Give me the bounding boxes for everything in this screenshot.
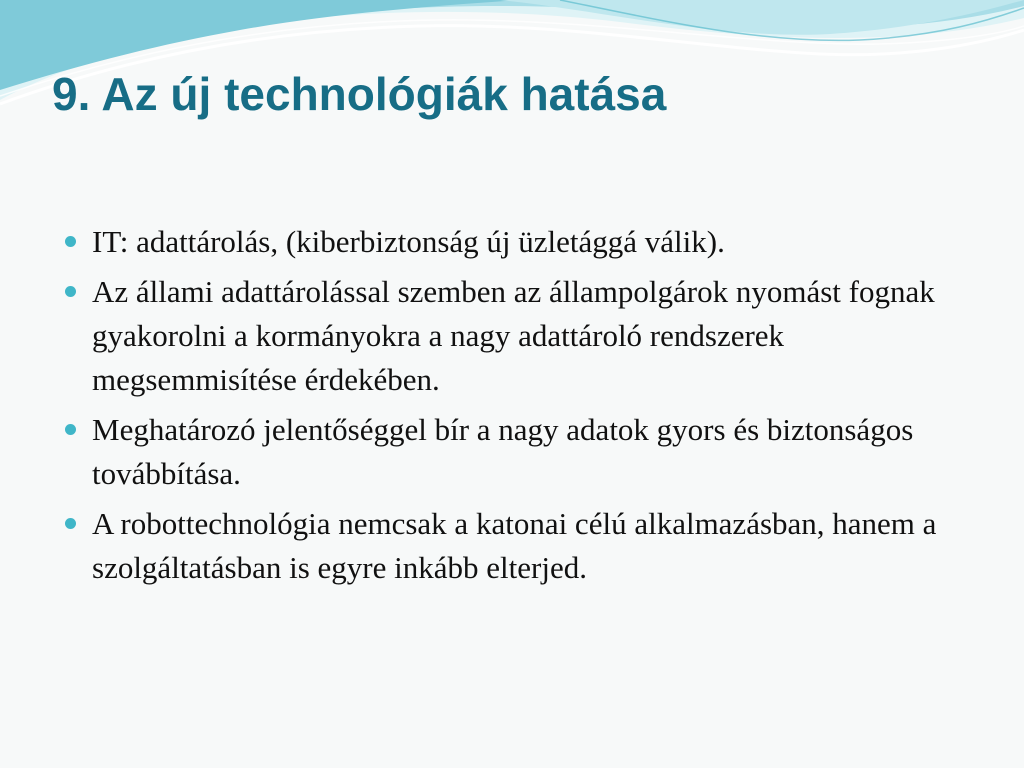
list-item <box>64 220 964 264</box>
list-item <box>64 502 964 590</box>
bullet-text: Az állami adattárolással szemben az állampolgárok nyomást fognak gyakorolni a kormányokra a nagy adattároló rendszerek megsemmisítése érdekében. <box>92 274 935 397</box>
bullet-dot-icon <box>65 286 76 297</box>
bullet-dot-icon <box>65 236 76 247</box>
bullet-dot-icon <box>65 518 76 529</box>
bullet-text: Meghatározó jelentőséggel bír a nagy adatok gyors és biztonságos továbbítása. <box>92 412 914 491</box>
bullet-list <box>64 220 964 596</box>
bullet-text: A robottechnológia nemcsak a katonai célú alkalmazásban, hanem a szolgáltatásban is egyre inkább elterjed. <box>92 506 937 585</box>
list-item <box>64 270 964 402</box>
bullet-text: IT: adattárolás, (kiberbiztonság új üzletággá válik). <box>92 224 725 259</box>
bullet-dot-icon <box>65 424 76 435</box>
slide-title: 9. Az új technológiák hatása <box>52 68 667 120</box>
list-item <box>64 408 964 496</box>
